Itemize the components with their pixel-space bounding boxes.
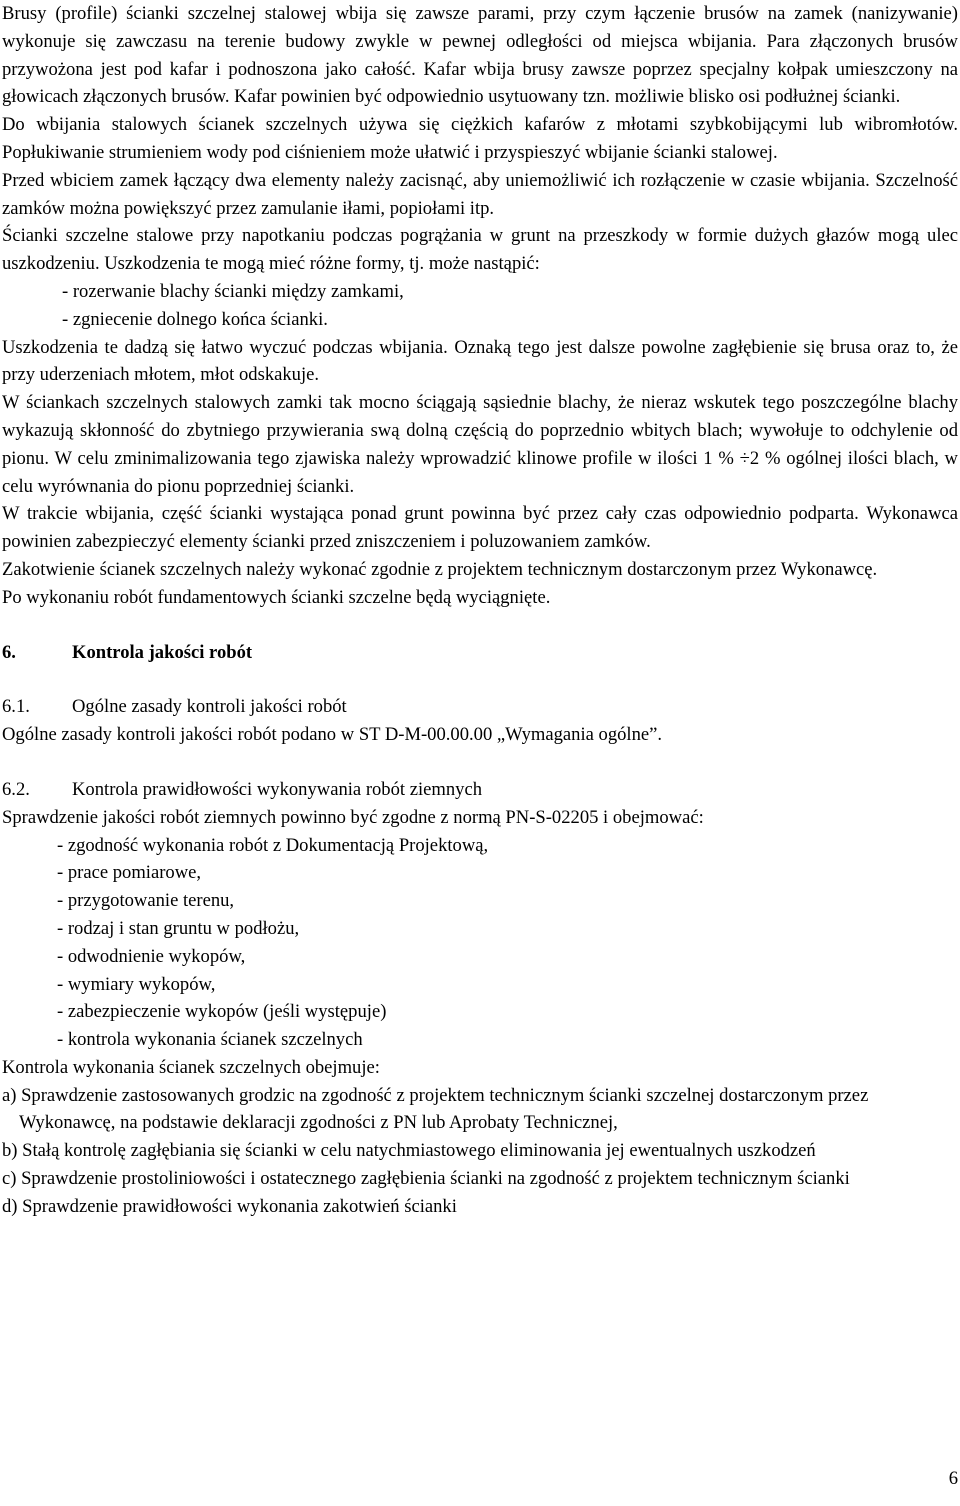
intro-section <box>2 0 958 612</box>
paragraph: Ogólne zasady kontroli jakości robót podano w ST D-M-00.00.00 „Wymagania ogólne”. <box>2 724 663 746</box>
section-number: 6. <box>2 641 16 663</box>
list-item: - przygotowanie terenu, <box>57 890 235 912</box>
paragraph: Przed wbiciem zamek łączący dwa elementy należy zacisnąć, aby uniemożliwić ich rozłączenie w czasie wbijania. Szczelność zamków można powiększyć przez zamulanie iłami, popiołami itp. <box>2 169 958 219</box>
list-item: - zabezpieczenie wykopów (jeśli występuje) <box>57 1001 387 1023</box>
list-item: d) Sprawdzenie prawidłowości wykonania zakotwień ścianki <box>2 1195 457 1217</box>
list-item: - prace pomiarowe, <box>57 862 202 884</box>
section-number: 6.2. <box>2 778 30 800</box>
section-heading-6-2 <box>2 776 958 804</box>
paragraph: Kontrola wykonania ścianek szczelnych obejmuje: <box>2 1056 380 1078</box>
section-heading-6-1 <box>2 693 958 721</box>
paragraph: W trakcie wbijania, część ścianki wystająca ponad grunt powinna być przez cały czas odpowiednio podparta. Wykonawca powinien zabezpieczyć elementy ścianki przed zniszczeniem i poluzowaniem zamków. <box>2 503 958 553</box>
page-number: 6 <box>948 1468 958 1489</box>
paragraph: Ścianki szczelne stalowe przy napotkaniu podczas pogrążania w grunt na przeszkody w formie dużych głazów mogą ulec uszkodzeniu. Uszkodzenia te mogą mieć różne formy, tj. może nastąpić: <box>2 225 958 275</box>
list-item: - zgodność wykonania robót z Dokumentacją Projektową, <box>57 834 489 856</box>
document-page <box>2 0 958 1221</box>
list-item: b) Stałą kontrolę zagłębiania się ścianki w celu natychmiastowego eliminowania jej ewentualnych uszkodzeń <box>2 1140 816 1162</box>
paragraph: Sprawdzenie jakości robót ziemnych powinno być zgodne z normą PN-S-02205 i obejmować: <box>2 806 704 828</box>
checks-list <box>2 832 958 1054</box>
paragraph: Brusy (profile) ścianki szczelnej stalowej wbija się zawsze parami, przy czym łączenie brusów na zamek (nanizywanie) wykonuje się zawczasu na terenie budowy zwykle w pewnej odległości od miejsca wbijania. Para złączonych brusów przywożona jest pod kafar i podnoszona jako całość. Kafar wbija brusy zawsze poprzez specjalny kołpak umieszczony na głowicach złączonych brusów. Kafar powinien być odpowiednio usytuowany tzn. możliwie blisko osi podłużnej ścianki. <box>2 3 958 108</box>
section-title: Kontrola prawidłowości wykonywania robót ziemnych <box>72 778 482 800</box>
list-item: a) Sprawdzenie zastosowanych grodzic na zgodność z projektem technicznym ścianki szczelnej dostarczonym przez Wykonawcę, na podstawie deklaracji zgodności z PN lub Aprobaty Technicznej, <box>2 1084 869 1134</box>
section-title: Kontrola jakości robót <box>72 641 253 663</box>
control-list <box>2 1082 932 1221</box>
section-number: 6.1. <box>2 696 30 718</box>
paragraph: Po wykonaniu robót fundamentowych ścianki szczelne będą wyciągnięte. <box>2 586 551 608</box>
list-item: c) Sprawdzenie prostoliniowości i ostatecznego zagłębienia ścianki na zgodność z projektem technicznym ścianki <box>2 1168 850 1190</box>
section-heading-6 <box>2 639 958 667</box>
paragraph: Uszkodzenia te dadzą się łatwo wyczuć podczas wbijania. Oznaką tego jest dalsze powolne zagłębienie się brusa oraz to, że przy uderzeniach młotem, młot odskakuje. <box>2 336 958 386</box>
paragraph: Do wbijania stalowych ścianek szczelnych używa się ciężkich kafarów z młotami szybkobijącymi lub wibromłotów. Popłukiwanie strumieniem wody pod ciśnieniem może ułatwić i przyspieszyć wbijanie ścianki stalowej. <box>2 114 958 163</box>
paragraph: Zakotwienie ścianek szczelnych należy wykonać zgodnie z projektem technicznym dostarczonym przez Wykonawcę. <box>2 558 878 580</box>
paragraph: W ściankach szczelnych stalowych zamki tak mocno ściągają sąsiednie blachy, że nieraz wskutek tego poszczególne blachy wykazują skłonność do zbytniego przywierania swą dolną częścią do poprzednio wbitych blach; wywołuje to odchylenie od pionu. W celu zminimalizowania tego zjawiska należy wprowadzić klinowe profile w ilości 1 % ÷2 % ogólnej ilości blach, w celu wyrównania do pionu poprzedniej ścianki. <box>2 392 958 497</box>
list-item: - odwodnienie wykopów, <box>57 945 246 967</box>
list-item: - rodzaj i stan gruntu w podłożu, <box>57 917 300 939</box>
list-item: - rozerwanie blachy ścianki między zamkami, <box>62 280 404 302</box>
list-item: - kontrola wykonania ścianek szczelnych <box>57 1029 363 1051</box>
section-title: Ogólne zasady kontroli jakości robót <box>72 696 347 718</box>
list-item: - wymiary wykopów, <box>57 973 216 995</box>
list-item: - zgniecenie dolnego końca ścianki. <box>62 308 328 330</box>
